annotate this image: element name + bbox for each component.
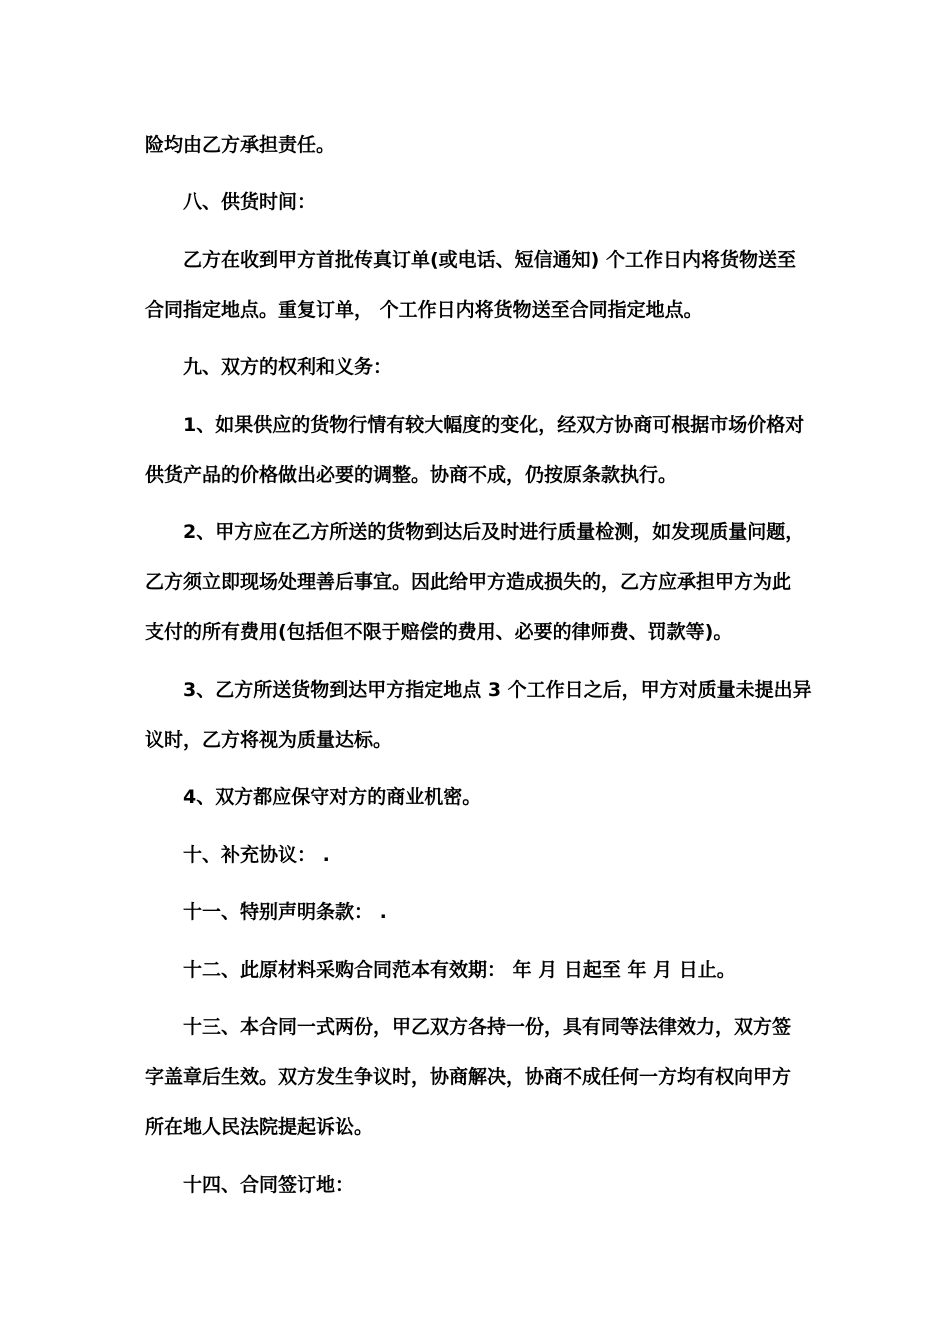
text-line: 合同指定地点。重复订单， 个工作日内将货物送至合同指定地点。 [145, 299, 703, 321]
section-heading: 八、供货时间： [183, 191, 317, 213]
text-line: 所在地人民法院提起诉讼。 [145, 1116, 374, 1138]
text-line: 乙方在收到甲方首批传真订单(或电话、短信通知) 个工作日内将货物送至 [183, 249, 796, 271]
text-line: 字盖章后生效。双方发生争议时，协商解决，协商不成任何一方均有权向甲方 [145, 1066, 792, 1088]
section-heading: 十四、合同签订地： [183, 1174, 355, 1196]
text-line: 3、乙方所送货物到达甲方指定地点 3 个工作日之后，甲方对质量未提出异 [183, 679, 812, 701]
text-line: 2、甲方应在乙方所送的货物到达后及时进行质量检测，如发现质量问题， [183, 521, 805, 543]
text-line: 4、双方都应保守对方的商业机密。 [183, 786, 482, 808]
text-line: 供货产品的价格做出必要的调整。协商不成，仍按原条款执行。 [145, 464, 678, 486]
section-heading: 十二、此原材料采购合同范本有效期： 年 月 日起至 年 月 日止。 [183, 959, 736, 981]
text-line: 乙方须立即现场处理善后事宜。因此给甲方造成损失的，乙方应承担甲方为此 [145, 571, 792, 593]
section-heading: 九、双方的权利和义务： [183, 356, 393, 378]
text-line: 议时，乙方将视为质量达标。 [145, 729, 393, 751]
section-heading: 十一、特别声明条款： . [183, 901, 387, 923]
text-line: 支付的所有费用(包括但不限于赔偿的费用、必要的律师费、罚款等)。 [145, 621, 733, 643]
section-heading: 十、补充协议： . [183, 844, 330, 866]
text-line: 险均由乙方承担责任。 [145, 134, 336, 156]
text-line: 1、如果供应的货物行情有较大幅度的变化，经双方协商可根据市场价格对 [183, 414, 805, 436]
text-line: 十三、本合同一式两份，甲乙双方各持一份，具有同等法律效力，双方签 [183, 1016, 792, 1038]
